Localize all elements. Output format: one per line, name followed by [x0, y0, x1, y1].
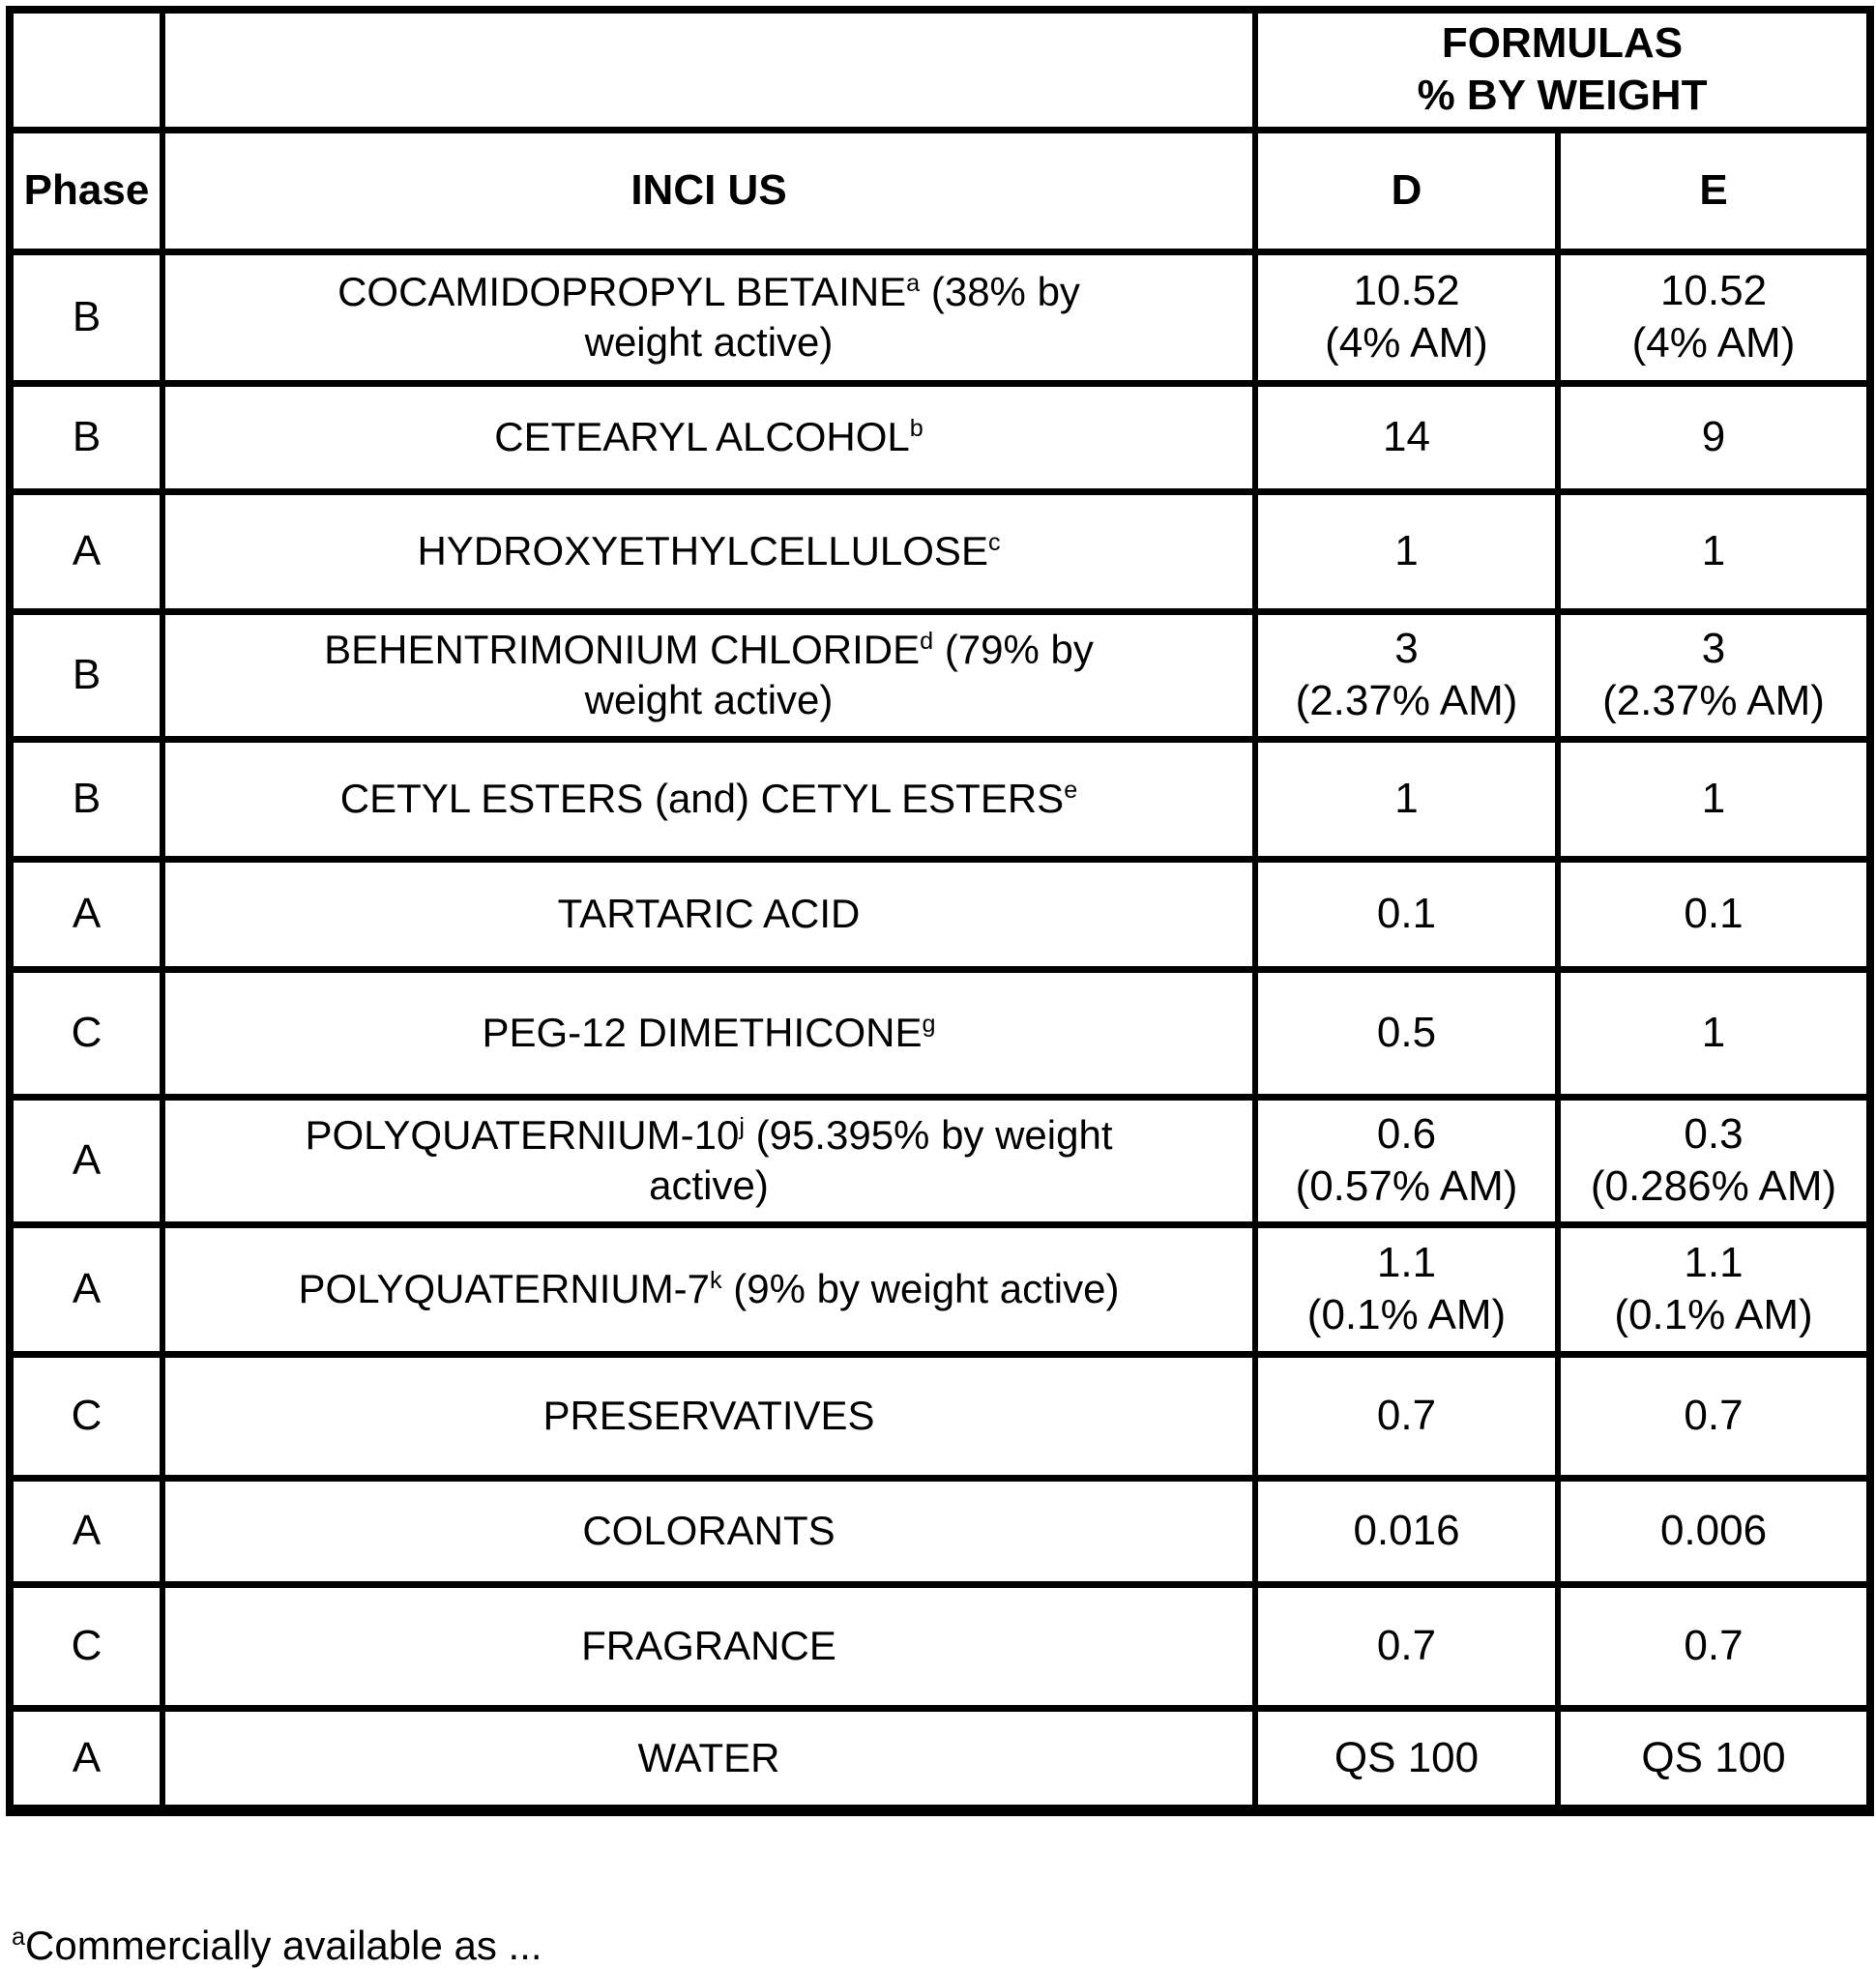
value-d-cell — [1255, 1097, 1558, 1224]
value-e-cell — [1558, 491, 1870, 611]
value-d: 0.1 — [1376, 890, 1437, 937]
value-e-cell — [1558, 969, 1870, 1097]
value-e-cell — [1558, 1097, 1870, 1224]
table-row — [10, 969, 1870, 1097]
value-e: QS 100 — [1641, 1733, 1786, 1781]
ingredient-note: (38% by weight active) — [584, 269, 1080, 365]
value-d: 0.6 — [1376, 1110, 1437, 1158]
ingredient-name: WATER — [637, 1734, 780, 1780]
footnote-marker: e — [1064, 777, 1078, 804]
header-phase: Phase — [10, 130, 162, 251]
value-e: 10.52 — [1659, 267, 1768, 314]
inci-cell — [162, 1224, 1255, 1354]
value-d-sub: (4% AM) — [1325, 319, 1488, 367]
value-d-cell — [1255, 251, 1558, 383]
phase-cell: C — [10, 969, 162, 1097]
value-e-cell — [1558, 1354, 1870, 1478]
inci-cell — [162, 383, 1255, 491]
header-empty-phase — [10, 10, 162, 130]
inci-cell — [162, 611, 1255, 739]
ingredient-note: (79% by weight active) — [584, 627, 1094, 722]
value-d-sub: (2.37% AM) — [1295, 677, 1518, 724]
ingredient-note: (95.395% by weight active) — [649, 1112, 1113, 1208]
formulation-table — [6, 6, 1874, 1816]
value-d: 0.016 — [1353, 1507, 1460, 1554]
value-e-cell — [1558, 1584, 1870, 1708]
inci-cell — [162, 1708, 1255, 1810]
header-formulas-line1: FORMULAS — [1441, 19, 1684, 68]
ingredient-name: HYDROXYETHYLCELLULOSE — [417, 528, 988, 573]
value-e-cell — [1558, 739, 1870, 859]
ingredient-name: BEHENTRIMONIUM CHLORIDE — [324, 627, 921, 672]
column-header-row — [10, 130, 1870, 251]
value-e-cell — [1558, 1708, 1870, 1810]
value-e-cell — [1558, 1478, 1870, 1584]
table-row — [10, 1584, 1870, 1708]
ingredient-name: FRAGRANCE — [581, 1623, 836, 1668]
inci-cell — [162, 969, 1255, 1097]
value-e-cell — [1558, 251, 1870, 383]
value-d: 0.5 — [1376, 1009, 1437, 1056]
value-d-cell — [1255, 1478, 1558, 1584]
table-row — [10, 1708, 1870, 1810]
table-row — [10, 251, 1870, 383]
value-d-cell — [1255, 383, 1558, 491]
header-formulas — [1255, 10, 1870, 130]
ingredient-note: (9% by weight active) — [721, 1266, 1120, 1311]
value-d-sub: (0.57% AM) — [1295, 1162, 1518, 1210]
phase-cell: A — [10, 1708, 162, 1810]
footnote-superscript: a — [12, 1924, 26, 1951]
value-e: 0.006 — [1659, 1507, 1768, 1554]
footnote-clipped — [12, 1923, 542, 1969]
table-row — [10, 1354, 1870, 1478]
footnote-marker: a — [906, 270, 921, 297]
footnote-marker: k — [710, 1267, 722, 1294]
footnote-marker: j — [739, 1113, 745, 1140]
ingredient-name: CETEARYL ALCOHOL — [494, 414, 910, 459]
ingredient-name: PRESERVATIVES — [542, 1393, 875, 1438]
phase-cell: A — [10, 1224, 162, 1354]
table-row — [10, 383, 1870, 491]
value-d-cell — [1255, 611, 1558, 739]
footnote-marker: g — [922, 1011, 936, 1038]
phase-cell: A — [10, 1097, 162, 1224]
phase-cell: B — [10, 251, 162, 383]
value-d: 10.52 — [1353, 267, 1460, 314]
value-e-cell — [1558, 383, 1870, 491]
table-row — [10, 739, 1870, 859]
inci-cell — [162, 739, 1255, 859]
table-row — [10, 1224, 1870, 1354]
value-d-cell — [1255, 1584, 1558, 1708]
inci-cell — [162, 1354, 1255, 1478]
value-e: 9 — [1701, 413, 1726, 460]
value-e: 0.7 — [1684, 1392, 1744, 1439]
footnote-marker: d — [920, 628, 934, 655]
phase-cell: C — [10, 1584, 162, 1708]
value-d: QS 100 — [1334, 1733, 1480, 1781]
value-d: 1.1 — [1376, 1239, 1437, 1286]
inci-cell — [162, 1584, 1255, 1708]
ingredient-name: TARTARIC ACID — [557, 891, 861, 936]
value-d: 14 — [1383, 413, 1430, 460]
table-row — [10, 1478, 1870, 1584]
table-row — [10, 611, 1870, 739]
value-e: 1 — [1701, 1009, 1726, 1056]
formulas-group-header-row — [10, 10, 1870, 130]
value-d-cell — [1255, 1708, 1558, 1810]
phase-cell: A — [10, 491, 162, 611]
ingredient-name: PEG-12 DIMETHICONE — [482, 1010, 923, 1055]
ingredient-name: COLORANTS — [582, 1508, 835, 1553]
header-col-e: E — [1558, 130, 1870, 251]
value-d: 0.7 — [1376, 1622, 1437, 1669]
ingredient-name: CETYL ESTERS (and) CETYL ESTERS — [339, 776, 1065, 821]
ingredient-name: POLYQUATERNIUM-10 — [305, 1112, 740, 1158]
value-e: 3 — [1701, 625, 1726, 672]
ingredient-name: POLYQUATERNIUM-7 — [298, 1266, 711, 1311]
header-inci-us: INCI US — [162, 130, 1255, 251]
header-empty-inci — [162, 10, 1255, 130]
phase-cell: B — [10, 383, 162, 491]
value-d-cell — [1255, 491, 1558, 611]
value-e-cell — [1558, 611, 1870, 739]
phase-cell: C — [10, 1354, 162, 1478]
phase-cell: B — [10, 739, 162, 859]
value-d-cell — [1255, 1354, 1558, 1478]
table-row — [10, 491, 1870, 611]
value-e: 1 — [1701, 527, 1726, 574]
table-row — [10, 1097, 1870, 1224]
value-d: 1 — [1394, 775, 1419, 822]
value-d-sub: (0.1% AM) — [1306, 1291, 1507, 1338]
phase-cell: A — [10, 859, 162, 969]
footnote-text: Commercially available as ... — [25, 1923, 542, 1968]
value-d-cell — [1255, 969, 1558, 1097]
header-formulas-line2: % BY WEIGHT — [1417, 72, 1708, 120]
phase-cell: A — [10, 1478, 162, 1584]
value-d: 3 — [1394, 625, 1419, 672]
value-e: 1 — [1701, 775, 1726, 822]
inci-cell — [162, 491, 1255, 611]
inci-cell — [162, 251, 1255, 383]
value-e-cell — [1558, 859, 1870, 969]
table-row — [10, 859, 1870, 969]
footnote-marker: c — [987, 529, 1001, 556]
value-e-sub: (4% AM) — [1631, 319, 1796, 367]
value-e: 0.1 — [1684, 890, 1744, 937]
value-d-cell — [1255, 1224, 1558, 1354]
value-d-cell — [1255, 739, 1558, 859]
header-col-d: D — [1255, 130, 1558, 251]
value-d: 1 — [1394, 527, 1419, 574]
inci-cell — [162, 1478, 1255, 1584]
value-e: 1.1 — [1684, 1239, 1744, 1286]
phase-cell: B — [10, 611, 162, 739]
value-e-sub: (0.1% AM) — [1614, 1291, 1813, 1338]
ingredient-name: COCAMIDOPROPYL BETAINE — [337, 269, 907, 314]
inci-cell — [162, 859, 1255, 969]
value-e-sub: (2.37% AM) — [1602, 677, 1825, 724]
value-d-cell — [1255, 859, 1558, 969]
value-d: 0.7 — [1376, 1392, 1437, 1439]
value-e-sub: (0.286% AM) — [1590, 1162, 1837, 1210]
footnote-marker: b — [909, 415, 923, 442]
value-e: 0.7 — [1684, 1622, 1744, 1669]
inci-cell — [162, 1097, 1255, 1224]
value-e: 0.3 — [1684, 1110, 1744, 1158]
value-e-cell — [1558, 1224, 1870, 1354]
